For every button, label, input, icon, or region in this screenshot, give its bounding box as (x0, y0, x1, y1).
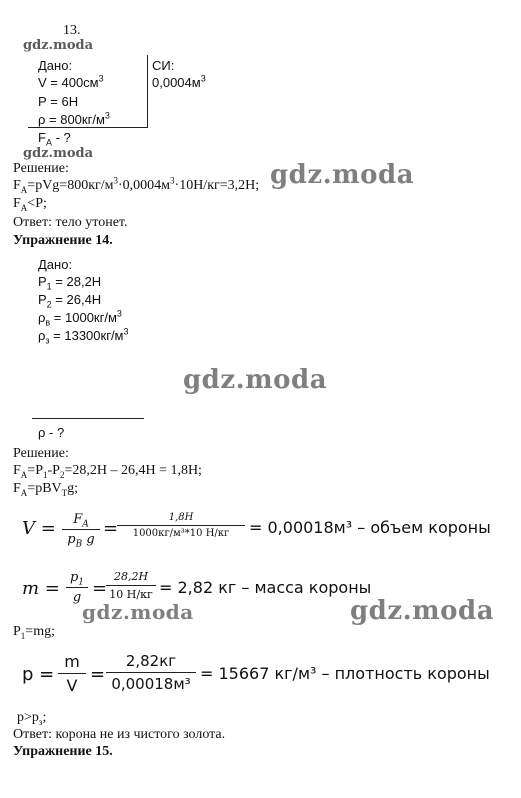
equals-sign: = (90, 664, 106, 685)
volume-fraction-symbolic: $F_A$ $p_В$ g (62, 512, 100, 547)
weight-formula: $P_1=mg$; (13, 624, 55, 641)
density-lhs: p = (22, 664, 55, 685)
mass-fraction-numeric: 28,2H 10 Н/кг (106, 570, 156, 601)
solution-eq2: $F_A=pBV_Tg$; (13, 481, 79, 498)
mass-result: = 2,82 кг – масса короны (159, 578, 372, 597)
density-fraction-numeric: 2,82кг 0,00018м³ (106, 652, 196, 693)
given-rho-gold: $\rho_з = 13300кг/м^3$ (38, 326, 129, 346)
given-header: Дано: (38, 58, 73, 73)
watermark: gdz.moda (270, 160, 415, 190)
equals-sign: = (103, 518, 119, 539)
density-fraction-symbolic: m V (58, 652, 86, 695)
mass-fraction-symbolic: $p_1$ g (66, 570, 88, 605)
watermark: gdz.moda (23, 146, 94, 161)
given-divider (28, 127, 148, 128)
comparison: $F_A<P$; (13, 196, 47, 213)
mass-lhs: m = (22, 578, 60, 599)
watermark: gdz.moda (350, 596, 495, 626)
solution-label: Решение: (13, 446, 69, 461)
comparison: $p>p_з$; (17, 710, 47, 727)
solution-label: Решение: (13, 161, 69, 176)
solution-formula: $F_A=pVg=800кг/м^3\cdot 0,0004м^3\cdot 10Н/кг=3,2Н$; (13, 175, 260, 195)
given-volume: $V = 400см^3$ (38, 73, 104, 90)
si-header: СИ: (152, 58, 175, 73)
find-value: ρ - ? (38, 425, 65, 440)
si-divider (147, 55, 148, 127)
given-rho-water: $\rho_в = 1000кг/м^3$ (38, 308, 122, 328)
answer: Ответ: корона не из чистого золота. (13, 727, 226, 742)
volume-fraction-numeric: 1,8H 1000кг/м³*10 Н/кг (117, 512, 245, 539)
find-value: $F_A$ - ? (38, 130, 71, 148)
exercise-number: 13. (63, 23, 81, 38)
solution-eq1: $F_A=P_1-P_2=28,2Н - 26,4Н = 1,8Н$; (13, 463, 202, 480)
exercise-heading: Упражнение 14. (13, 233, 113, 248)
answer: Ответ: тело утонет. (13, 215, 128, 230)
given-divider (32, 418, 144, 419)
volume-result: = 0,00018м³ – объем короны (249, 518, 491, 537)
volume-lhs: V = (22, 518, 56, 539)
watermark: gdz.moda (23, 38, 94, 53)
given-header: Дано: (38, 257, 73, 272)
given-p2: $P_2 = 26,4Н$ (38, 292, 102, 310)
given-density: $\rho = 800кг/м^3$ (38, 110, 110, 127)
density-result: = 15667 кг/м³ – плотность короны (200, 664, 490, 683)
watermark: gdz.moda (82, 600, 194, 624)
given-p1: $P_1 = 28,2Н$ (38, 274, 102, 292)
exercise-heading: Упражнение 15. (13, 744, 113, 759)
given-weight: Р = 6Н (38, 94, 79, 109)
watermark: gdz.moda (183, 365, 328, 395)
equals-sign: = (92, 578, 108, 599)
si-value: $0,0004м^3$ (152, 73, 206, 90)
